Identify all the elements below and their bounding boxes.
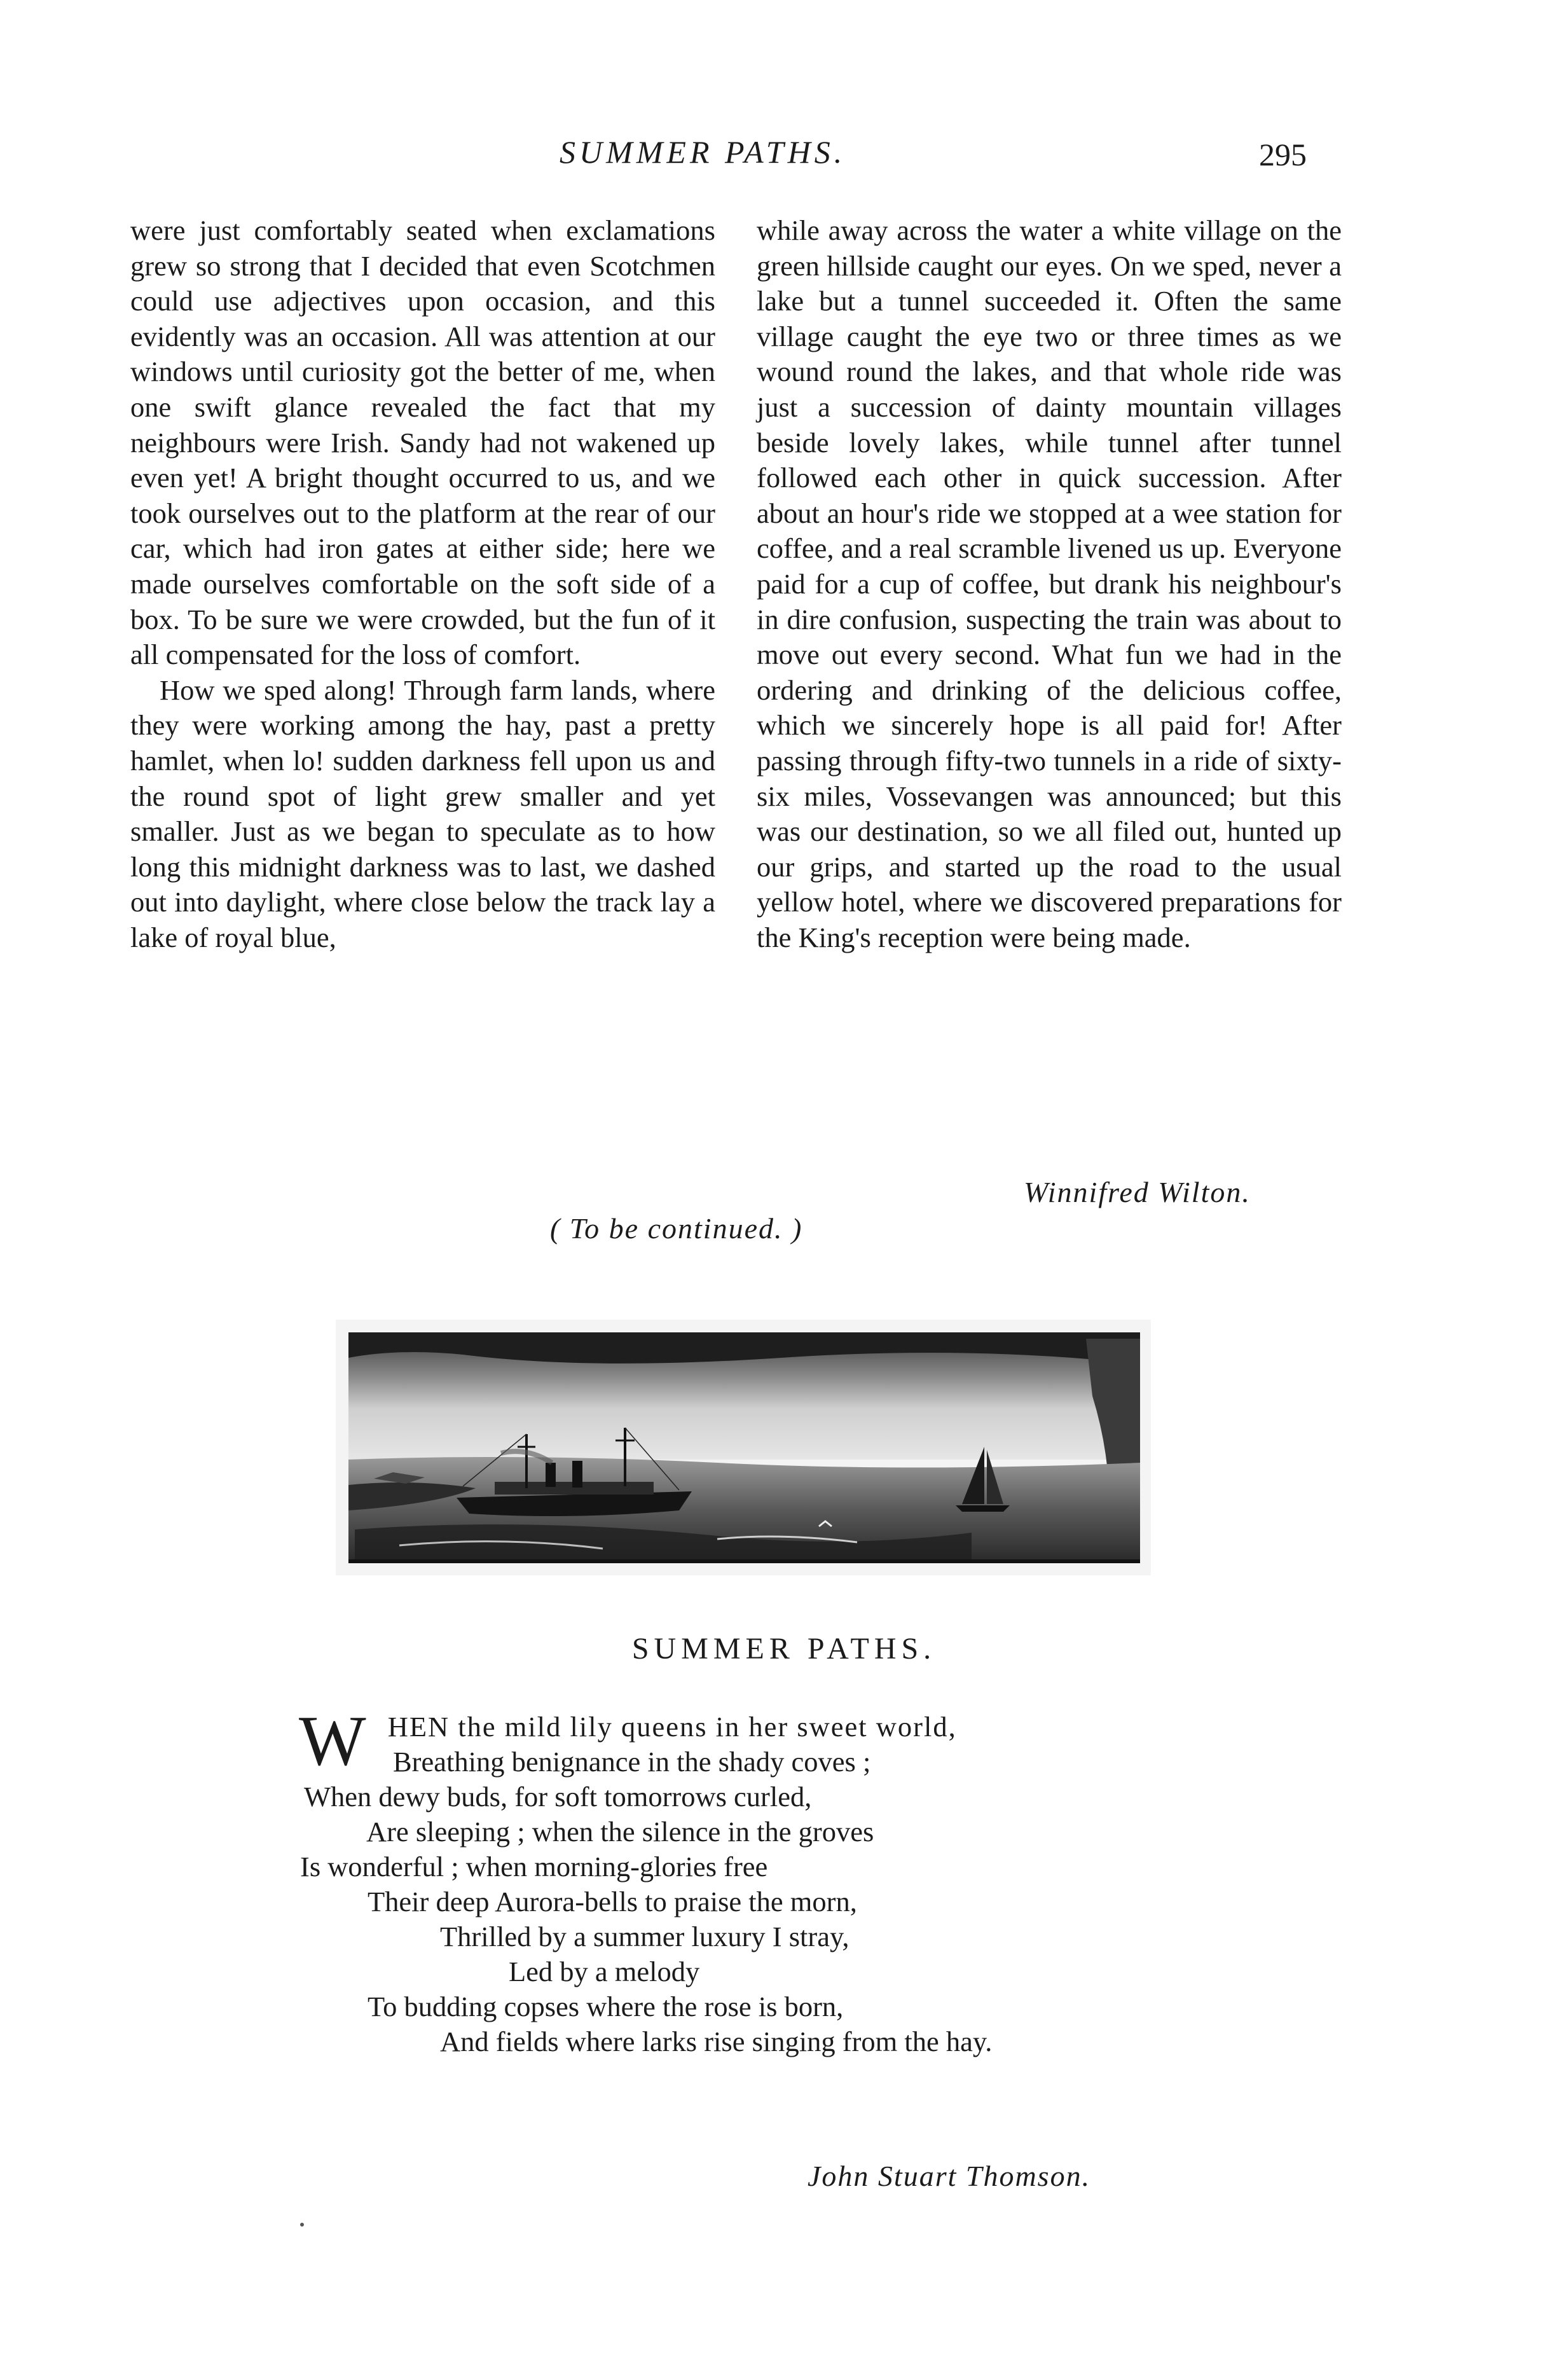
poem-line: Are sleeping ; when the silence in the groves [366, 1816, 874, 1847]
article-paragraph: were just comfortably seated when exclamations grew so strong that I decided that even Scotchmen could use adjectives upon occasion, and this evidently was an occasion. All was attention at our windows until curiosity got the better of me, when one swift glance revealed the fact that my neighbours were Irish. Sandy had not wakened up even yet! A bright thought occurred to us, and we took ourselves out to the platform at the rear of our car, which had iron gates at either side; here we made ourselves comfortable on the soft side of a box. To be sure we were crowded, but the fun of it all compensated for the loss of comfort. [130, 214, 715, 671]
article-right-column [757, 213, 1342, 955]
poem-line: Led by a melody [509, 1956, 700, 1987]
article-left-column [130, 213, 715, 955]
continued-note: ( To be continued. ) [550, 1212, 803, 1245]
article-signature: Winnifred Wilton. [1024, 1176, 1251, 1208]
poem-author: John Stuart Thomson. [808, 2160, 1091, 2192]
running-title: SUMMER PATHS. [560, 134, 846, 170]
poem-title: SUMMER PATHS. [631, 1632, 937, 1666]
page-number: 295 [1259, 137, 1307, 172]
page-speck [300, 2223, 304, 2227]
steamship-illustration [336, 1320, 1151, 1575]
article-paragraph: while away across the water a white village on the green hillside caught our eyes. On we sped, never a lake but a tunnel succeeded it. Often the same village caught the eye two or three times as we wound round the lakes, and that whole ride was just a succession of dainty mountain villages beside lovely lakes, while tunnel after tunnel followed each other in quick succession. After about an hour's ride we stopped at a wee station for coffee, and a real scramble livened us up. Everyone paid for a cup of coffee, but drank his neighbour's in dire confusion, suspecting the train was about to move out every second. What fun we had in the ordering and drinking of the delicious coffee, which we sincerely hope is all paid for! After passing through fifty-two tunnels in a ride of sixty-six miles, Vossevangen was announced; but this was our destination, so we all filed out, hunted up our grips, and started up the road to the usual yellow hotel, where we discovered preparations for the King's reception were being made. [757, 214, 1342, 953]
poem-first-line: HEN the mild lily queens in her sweet world, [387, 1711, 957, 1743]
steamship-engraving [336, 1320, 1151, 1575]
poem-line: To budding copses where the rose is born, [368, 1991, 844, 2022]
poem-line: Their deep Aurora-bells to praise the morn, [368, 1886, 857, 1917]
poem-line: When dewy buds, for soft tomorrows curled, [304, 1781, 812, 1813]
poem-line: And fields where larks rise singing from the hay. [440, 2026, 993, 2057]
poem-line: Breathing benignance in the shady coves ; [393, 1746, 871, 1778]
running-head [0, 127, 1568, 178]
poem-line: Thrilled by a summer luxury I stray, [440, 1921, 849, 1952]
poem-line: Is wonderful ; when morning-glories free [300, 1851, 768, 1882]
poem [299, 1702, 1253, 2059]
drop-cap: W [299, 1702, 366, 1781]
article-paragraph: How we sped along! Through farm lands, where they were working among the hay, past a pretty hamlet, when lo! sudden darkness fell upon us and the round spot of light grew smaller and yet smaller. Just as we began to speculate as to how long this midnight darkness was to last, we dashed out into daylight, where close below the track lay a lake of royal blue, [130, 673, 715, 953]
